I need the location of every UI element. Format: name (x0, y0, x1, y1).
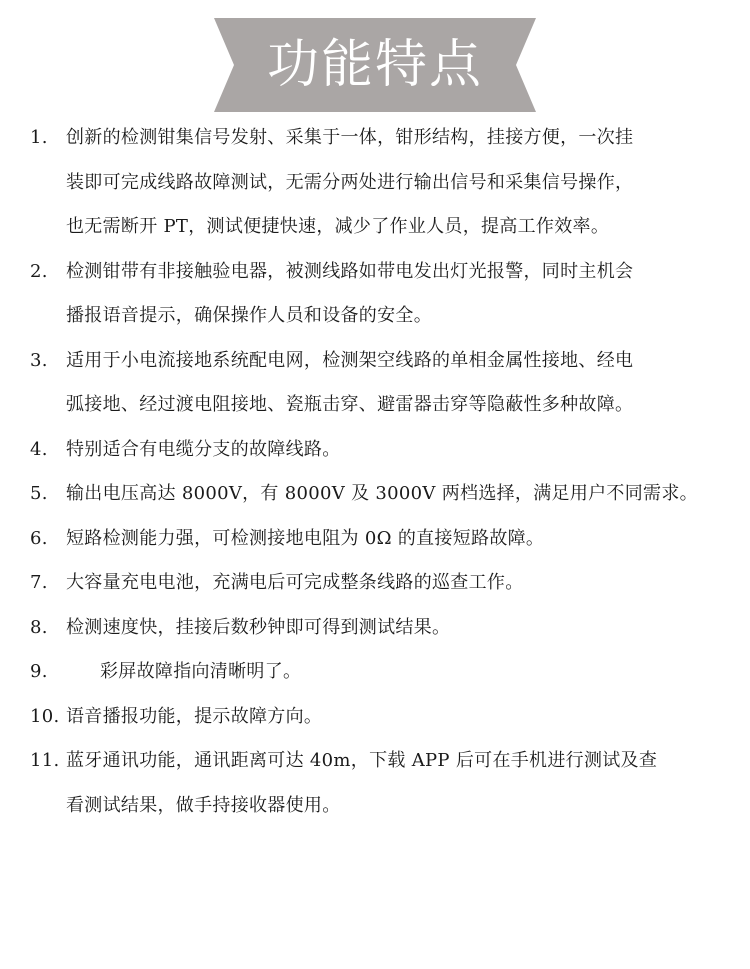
feature-number: 10. (30, 705, 60, 727)
feature-item-4 (30, 428, 720, 473)
feature-text-line: 特别适合有电缆分支的故障线路。 (66, 438, 341, 460)
feature-item-11 (30, 739, 720, 828)
feature-text-line: 检测速度快，挂接后数秒钟即可得到测试结果。 (66, 616, 451, 638)
feature-item-6 (30, 517, 720, 562)
feature-text-line: 检测钳带有非接触验电器，被测线路如带电发出灯光报警，同时主机会 (66, 260, 634, 282)
feature-list (30, 116, 720, 828)
feature-number: 5. (30, 483, 48, 504)
title-banner (206, 18, 544, 112)
feature-number: 6. (30, 527, 48, 549)
feature-text-line: 创新的检测钳集信号发射、采集于一体，钳形结构，挂接方便，一次挂 (66, 127, 634, 148)
feature-item-3 (30, 339, 720, 428)
feature-text-line: 装即可完成线路故障测试，无需分两处进行输出信号和采集信号操作， (66, 171, 634, 193)
feature-number: 3. (30, 349, 48, 371)
feature-text-line: 播报语音提示，确保操作人员和设备的安全。 (66, 305, 432, 326)
feature-item-1 (30, 116, 720, 250)
feature-number: 2. (30, 260, 48, 282)
feature-text-line: 输出电压高达 8000V，有 8000V 及 3000V 两档选择，满足用户不同需求。 (66, 483, 698, 504)
feature-text-line: 弧接地、经过渡电阻接地、瓷瓶击穿、避雷器击穿等隐蔽性多种故障。 (66, 394, 634, 415)
feature-number: 8. (30, 616, 48, 638)
feature-item-2 (30, 250, 720, 339)
feature-text-line: 看测试结果，做手持接收器使用。 (66, 794, 341, 816)
feature-number: 11. (30, 750, 60, 771)
feature-item-9 (30, 650, 720, 695)
page-title: 功能特点 (266, 35, 483, 95)
feature-number: 7. (30, 572, 48, 593)
feature-item-5 (30, 472, 720, 517)
feature-text-line: 适用于小电流接地系统配电网，检测架空线路的单相金属性接地、经电 (66, 349, 634, 371)
feature-text-line: 语音播报功能，提示故障方向。 (66, 705, 323, 727)
feature-number: 1. (30, 127, 48, 148)
feature-item-8 (30, 606, 720, 651)
feature-text-line: 短路检测能力强，可检测接地电阻为 0Ω 的直接短路故障。 (66, 527, 545, 549)
feature-text-line: 也无需断开 PT，测试便捷快速，减少了作业人员，提高工作效率。 (66, 216, 610, 237)
feature-text-line: 彩屏故障指向清晰明了。 (100, 661, 302, 682)
feature-number: 4. (30, 438, 48, 460)
feature-text-line: 大容量充电电池，充满电后可完成整条线路的巡查工作。 (66, 572, 524, 593)
feature-item-10 (30, 695, 720, 740)
feature-text-line: 蓝牙通讯功能，通讯距离可达 40m，下载 APP 后可在手机进行测试及查 (66, 750, 658, 771)
feature-number: 9. (30, 661, 48, 682)
feature-item-7 (30, 561, 720, 606)
